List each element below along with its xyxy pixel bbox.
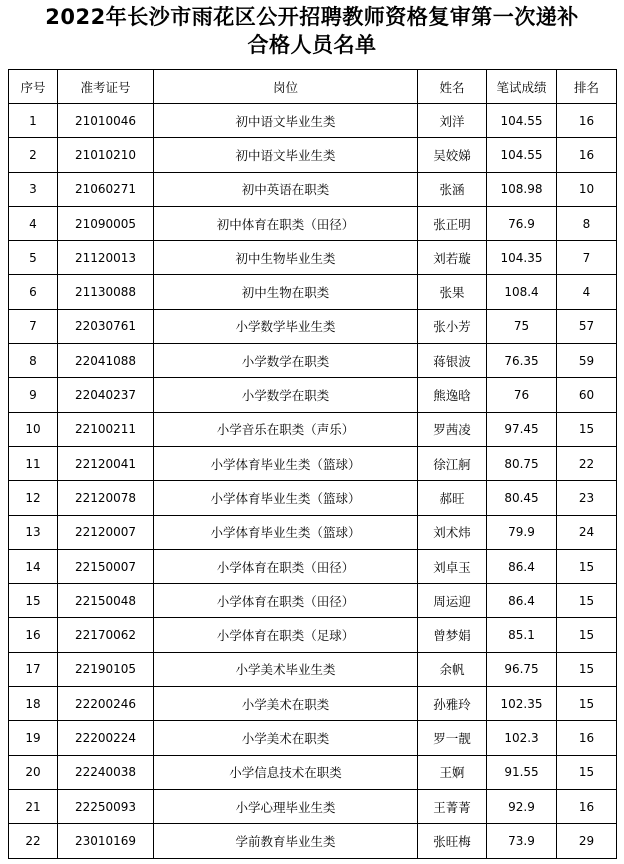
cell-exam-number: 21010046 <box>58 104 154 138</box>
table-row <box>9 344 617 378</box>
table-row <box>9 104 617 138</box>
cell-name: 徐江舸 <box>418 446 487 480</box>
cell-exam-number: 21120013 <box>58 241 154 275</box>
cell-score: 91.55 <box>487 755 557 789</box>
header-index: 序号 <box>9 70 58 104</box>
cell-name: 刘卓玉 <box>418 549 487 583</box>
cell-score: 104.55 <box>487 138 557 172</box>
cell-index: 21 <box>9 789 58 823</box>
cell-name: 孙雅玲 <box>418 687 487 721</box>
cell-exam-number: 22120041 <box>58 446 154 480</box>
cell-exam-number: 22150007 <box>58 549 154 583</box>
header-exam-number: 准考证号 <box>58 70 154 104</box>
cell-position: 小学体育在职类（田径） <box>154 549 418 583</box>
cell-name: 罗一靓 <box>418 721 487 755</box>
cell-score: 80.45 <box>487 481 557 515</box>
cell-index: 4 <box>9 206 58 240</box>
cell-score: 108.98 <box>487 172 557 206</box>
cell-position: 初中英语在职类 <box>154 172 418 206</box>
cell-score: 85.1 <box>487 618 557 652</box>
cell-rank: 60 <box>557 378 617 412</box>
cell-name: 曾梦娟 <box>418 618 487 652</box>
cell-name: 刘术炜 <box>418 515 487 549</box>
table-header-row <box>9 70 617 104</box>
header-score: 笔试成绩 <box>487 70 557 104</box>
cell-position: 初中生物毕业生类 <box>154 241 418 275</box>
cell-index: 3 <box>9 172 58 206</box>
cell-index: 22 <box>9 824 58 858</box>
cell-score: 73.9 <box>487 824 557 858</box>
table-row <box>9 138 617 172</box>
cell-name: 刘洋 <box>418 104 487 138</box>
cell-score: 86.4 <box>487 549 557 583</box>
cell-score: 92.9 <box>487 789 557 823</box>
cell-rank: 15 <box>557 618 617 652</box>
cell-index: 15 <box>9 584 58 618</box>
cell-rank: 57 <box>557 309 617 343</box>
cell-rank: 8 <box>557 206 617 240</box>
cell-rank: 29 <box>557 824 617 858</box>
cell-exam-number: 21060271 <box>58 172 154 206</box>
table-row <box>9 206 617 240</box>
cell-rank: 22 <box>557 446 617 480</box>
cell-index: 9 <box>9 378 58 412</box>
cell-position: 小学音乐在职类（声乐） <box>154 412 418 446</box>
table-row <box>9 618 617 652</box>
cell-position: 小学心理毕业生类 <box>154 789 418 823</box>
cell-exam-number: 22040237 <box>58 378 154 412</box>
cell-position: 学前教育毕业生类 <box>154 824 418 858</box>
cell-exam-number: 22041088 <box>58 344 154 378</box>
table-row <box>9 412 617 446</box>
cell-score: 76.9 <box>487 206 557 240</box>
cell-rank: 4 <box>557 275 617 309</box>
cell-exam-number: 22250093 <box>58 789 154 823</box>
cell-exam-number: 23010169 <box>58 824 154 858</box>
cell-rank: 23 <box>557 481 617 515</box>
cell-exam-number: 21010210 <box>58 138 154 172</box>
cell-rank: 15 <box>557 584 617 618</box>
table-row <box>9 652 617 686</box>
table-row <box>9 241 617 275</box>
cell-rank: 16 <box>557 138 617 172</box>
cell-exam-number: 22120078 <box>58 481 154 515</box>
cell-name: 熊逸晗 <box>418 378 487 412</box>
cell-score: 86.4 <box>487 584 557 618</box>
cell-score: 76 <box>487 378 557 412</box>
cell-index: 1 <box>9 104 58 138</box>
cell-score: 97.45 <box>487 412 557 446</box>
cell-name: 刘若璇 <box>418 241 487 275</box>
table-row <box>9 721 617 755</box>
cell-exam-number: 22190105 <box>58 652 154 686</box>
table-row <box>9 275 617 309</box>
cell-score: 104.35 <box>487 241 557 275</box>
cell-exam-number: 22240038 <box>58 755 154 789</box>
title-line-1: 2022年长沙市雨花区公开招聘教师资格复审第一次递补 <box>45 5 579 29</box>
cell-index: 11 <box>9 446 58 480</box>
cell-position: 初中语文毕业生类 <box>154 104 418 138</box>
cell-exam-number: 22200246 <box>58 687 154 721</box>
results-table <box>8 69 617 859</box>
cell-name: 余帆 <box>418 652 487 686</box>
cell-exam-number: 22120007 <box>58 515 154 549</box>
cell-rank: 24 <box>557 515 617 549</box>
header-position: 岗位 <box>154 70 418 104</box>
cell-score: 102.35 <box>487 687 557 721</box>
cell-rank: 10 <box>557 172 617 206</box>
cell-position: 初中语文毕业生类 <box>154 138 418 172</box>
cell-index: 18 <box>9 687 58 721</box>
cell-name: 吴姣娣 <box>418 138 487 172</box>
cell-index: 6 <box>9 275 58 309</box>
cell-position: 小学体育毕业生类（篮球） <box>154 481 418 515</box>
cell-name: 王菁菁 <box>418 789 487 823</box>
cell-name: 张果 <box>418 275 487 309</box>
table-row <box>9 481 617 515</box>
cell-index: 12 <box>9 481 58 515</box>
cell-index: 10 <box>9 412 58 446</box>
cell-rank: 15 <box>557 687 617 721</box>
cell-position: 小学数学在职类 <box>154 344 418 378</box>
cell-score: 75 <box>487 309 557 343</box>
cell-score: 76.35 <box>487 344 557 378</box>
cell-name: 周运迎 <box>418 584 487 618</box>
cell-index: 13 <box>9 515 58 549</box>
table-body <box>9 104 617 859</box>
cell-name: 蒋银波 <box>418 344 487 378</box>
cell-exam-number: 22200224 <box>58 721 154 755</box>
cell-index: 8 <box>9 344 58 378</box>
cell-score: 80.75 <box>487 446 557 480</box>
cell-rank: 15 <box>557 652 617 686</box>
cell-rank: 16 <box>557 104 617 138</box>
cell-position: 小学美术毕业生类 <box>154 652 418 686</box>
cell-position: 小学数学在职类 <box>154 378 418 412</box>
cell-position: 初中体育在职类（田径） <box>154 206 418 240</box>
table-row <box>9 446 617 480</box>
cell-score: 102.3 <box>487 721 557 755</box>
cell-position: 小学美术在职类 <box>154 687 418 721</box>
cell-position: 小学数学毕业生类 <box>154 309 418 343</box>
cell-index: 5 <box>9 241 58 275</box>
table-row <box>9 755 617 789</box>
cell-name: 郝旺 <box>418 481 487 515</box>
cell-name: 张正明 <box>418 206 487 240</box>
cell-index: 19 <box>9 721 58 755</box>
cell-name: 王婀 <box>418 755 487 789</box>
cell-rank: 59 <box>557 344 617 378</box>
table-row <box>9 378 617 412</box>
cell-score: 79.9 <box>487 515 557 549</box>
cell-index: 17 <box>9 652 58 686</box>
cell-exam-number: 22100211 <box>58 412 154 446</box>
table-row <box>9 309 617 343</box>
cell-exam-number: 21090005 <box>58 206 154 240</box>
cell-name: 罗茜凌 <box>418 412 487 446</box>
cell-position: 小学体育毕业生类（篮球） <box>154 515 418 549</box>
cell-position: 小学美术在职类 <box>154 721 418 755</box>
cell-name: 张涵 <box>418 172 487 206</box>
table-row <box>9 549 617 583</box>
cell-rank: 15 <box>557 412 617 446</box>
table-row <box>9 515 617 549</box>
cell-exam-number: 22030761 <box>58 309 154 343</box>
cell-rank: 7 <box>557 241 617 275</box>
cell-rank: 16 <box>557 721 617 755</box>
cell-exam-number: 21130088 <box>58 275 154 309</box>
table-row <box>9 172 617 206</box>
cell-position: 初中生物在职类 <box>154 275 418 309</box>
cell-score: 104.55 <box>487 104 557 138</box>
cell-rank: 15 <box>557 549 617 583</box>
cell-position: 小学信息技术在职类 <box>154 755 418 789</box>
cell-position: 小学体育在职类（田径） <box>154 584 418 618</box>
cell-score: 96.75 <box>487 652 557 686</box>
table-row <box>9 584 617 618</box>
cell-index: 20 <box>9 755 58 789</box>
cell-index: 7 <box>9 309 58 343</box>
cell-index: 2 <box>9 138 58 172</box>
cell-position: 小学体育毕业生类（篮球） <box>154 446 418 480</box>
cell-index: 14 <box>9 549 58 583</box>
cell-score: 108.4 <box>487 275 557 309</box>
cell-exam-number: 22170062 <box>58 618 154 652</box>
title-line-2: 合格人员名单 <box>247 33 377 57</box>
cell-rank: 16 <box>557 789 617 823</box>
table-row <box>9 687 617 721</box>
header-name: 姓名 <box>418 70 487 104</box>
cell-name: 张小芳 <box>418 309 487 343</box>
cell-name: 张旺梅 <box>418 824 487 858</box>
table-row <box>9 824 617 858</box>
table-row <box>9 789 617 823</box>
page-title <box>0 3 624 59</box>
cell-position: 小学体育在职类（足球） <box>154 618 418 652</box>
cell-index: 16 <box>9 618 58 652</box>
cell-exam-number: 22150048 <box>58 584 154 618</box>
cell-rank: 15 <box>557 755 617 789</box>
header-rank: 排名 <box>557 70 617 104</box>
